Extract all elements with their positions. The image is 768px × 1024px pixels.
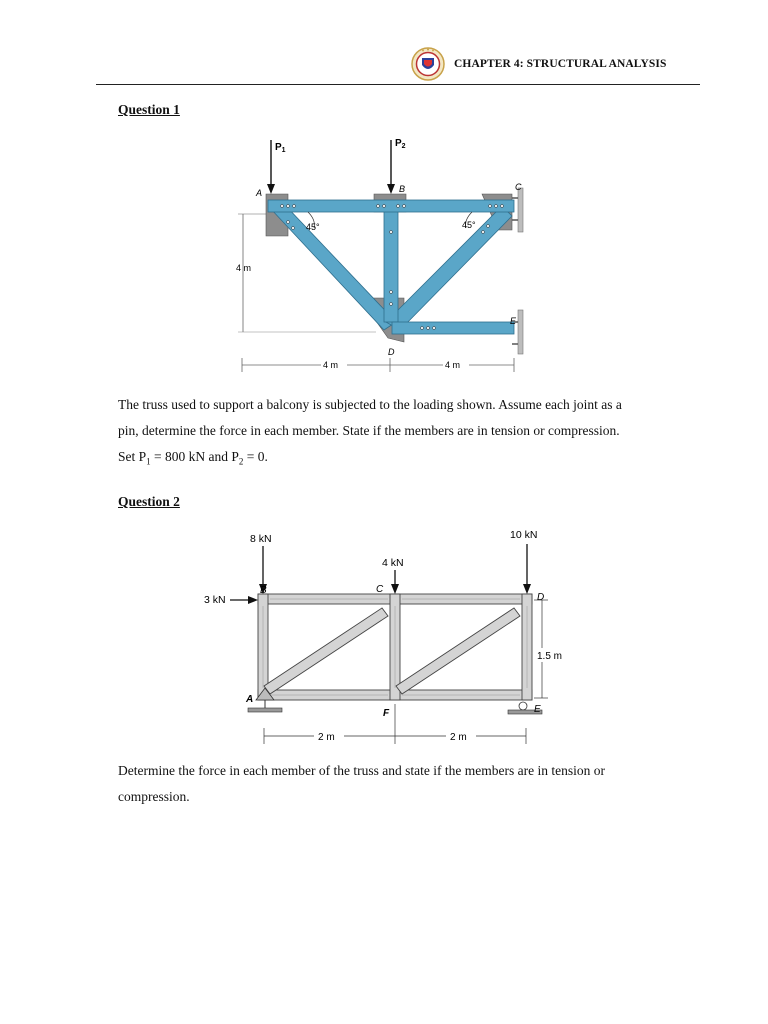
wall-support-c bbox=[518, 188, 523, 232]
question-1-line-2: pin, determine the force in each member. State if the members are in tension or compression. bbox=[118, 423, 620, 438]
question-1-text bbox=[118, 392, 658, 475]
joint-d-label: D bbox=[537, 592, 545, 603]
span-left-label: 4 m bbox=[323, 360, 339, 370]
load-horizontal-label: 3 kN bbox=[204, 594, 226, 606]
question-2-text bbox=[118, 758, 658, 810]
member-abc bbox=[268, 200, 514, 212]
span-right-label: 4 m bbox=[445, 360, 461, 370]
question-1-line-1: The truss used to support a balcony is subjected to the loading shown. Assume each joint as a bbox=[118, 397, 622, 412]
roller-support-e bbox=[519, 702, 527, 710]
joint-f-label: F bbox=[383, 708, 390, 719]
load-p2-label: $P_2$ bbox=[395, 138, 406, 150]
question-1-balcony-truss-figure bbox=[226, 132, 546, 378]
question-2-line-2: compression. bbox=[118, 789, 190, 804]
member-fd bbox=[396, 608, 520, 694]
university-crest-icon bbox=[410, 46, 446, 82]
page-header bbox=[96, 44, 700, 85]
joint-b-label: B bbox=[260, 585, 267, 596]
height-label: 4 m bbox=[236, 263, 252, 273]
member-cd bbox=[386, 206, 512, 330]
span-left-label: 2 m bbox=[318, 732, 335, 743]
joint-c-label: C bbox=[515, 182, 522, 192]
joint-b-label: B bbox=[399, 184, 406, 194]
angle-right-label: 45° bbox=[462, 220, 476, 230]
load-c-label: 4 kN bbox=[382, 557, 404, 569]
chapter-title: CHAPTER 4: STRUCTURAL ANALYSIS bbox=[454, 58, 667, 70]
wall-support-e bbox=[518, 310, 523, 354]
height-label: 1.5 m bbox=[537, 651, 563, 662]
question-1-line-3: Set $P_1 = 800$ kN and $P_2 = 0$. bbox=[118, 449, 268, 467]
angle-left-label: 45° bbox=[306, 222, 320, 232]
joint-e-label: E bbox=[534, 704, 541, 715]
question-2-line-1: Determine the force in each member of the truss and state if the members are in tension or bbox=[118, 763, 605, 778]
load-b-label: 8 kN bbox=[250, 533, 272, 545]
frame-texture bbox=[263, 599, 527, 695]
joint-a-label: A bbox=[256, 188, 263, 198]
joint-c-label: C bbox=[376, 584, 384, 595]
joint-e-label: E bbox=[510, 316, 517, 326]
member-de bbox=[392, 322, 514, 334]
question-1-title: Question 1 bbox=[118, 102, 180, 117]
joint-a-label: A bbox=[246, 694, 254, 705]
member-ac bbox=[264, 608, 388, 694]
joint-d-label: D bbox=[388, 347, 395, 357]
load-d-label: 10 kN bbox=[510, 529, 538, 541]
load-p1-label: $P_1$ bbox=[275, 142, 286, 154]
question-2-title: Question 2 bbox=[118, 494, 180, 509]
span-right-label: 2 m bbox=[450, 732, 467, 743]
question-2-truss-figure bbox=[196, 522, 576, 752]
